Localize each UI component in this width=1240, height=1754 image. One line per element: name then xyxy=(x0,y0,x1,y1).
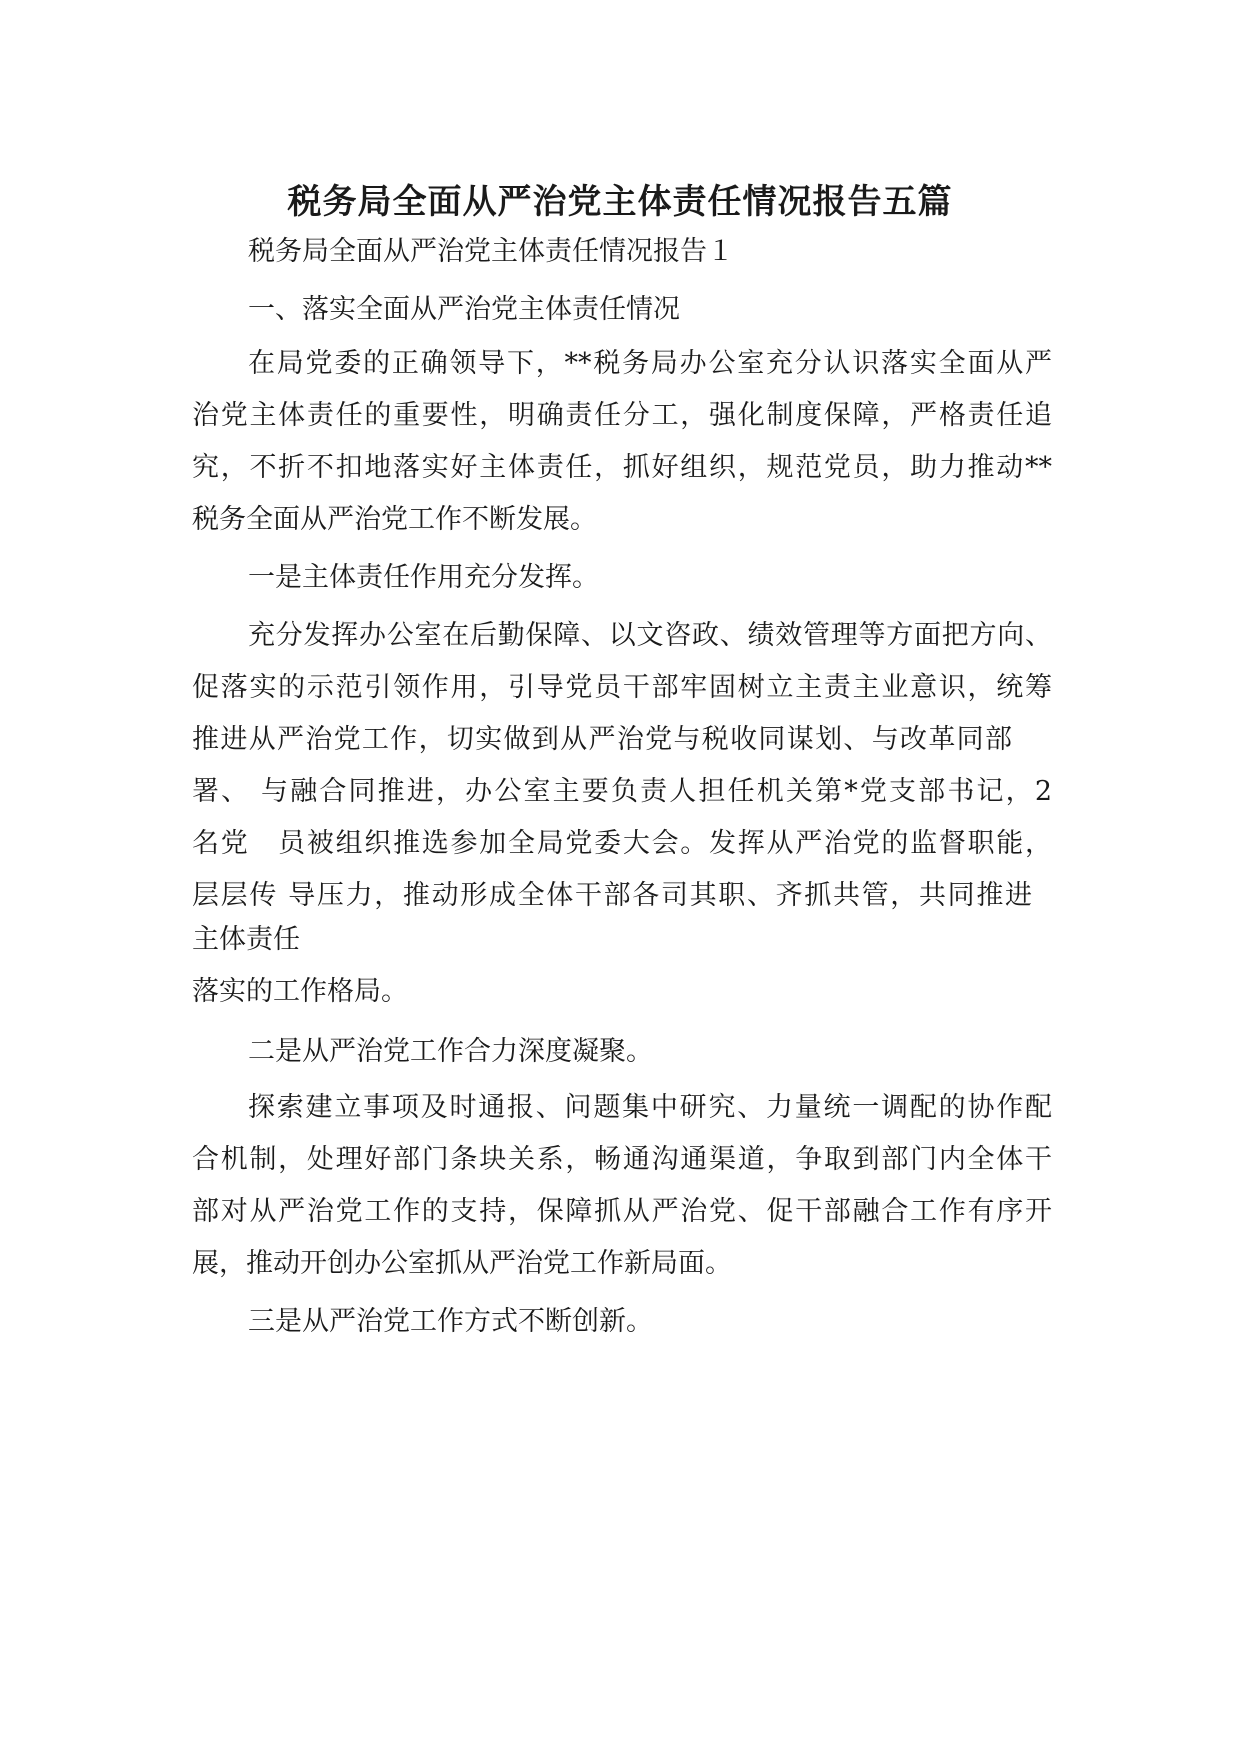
paragraph-line: 推进从严治党工作，切实做到从严治党与税收同谋划、与改革同部 xyxy=(192,724,1012,755)
document-title: 税务局全面从严治党主体责任情况报告五篇 xyxy=(287,182,953,222)
paragraph-line: 部对从严治党工作的支持，保障抓从严治党、促干部融合工作有序开 xyxy=(192,1196,1052,1227)
paragraph-line: 究，不折不扣地落实好主体责任，抓好组织，规范党员，助力推动** xyxy=(192,452,1052,483)
paragraph-line: 展，推动开创办公室抓从严治党工作新局面。 xyxy=(192,1248,732,1279)
paragraph-line: 治党主体责任的重要性，明确责任分工，强化制度保障，严格责任追 xyxy=(192,400,1052,431)
paragraph-line: 充分发挥办公室在后勤保障、以文咨政、绩效管理等方面把方向、 xyxy=(248,620,1052,651)
subheading: 三是从严治党工作方式不断创新。 xyxy=(248,1306,653,1337)
paragraph-line: 在局党委的正确领导下，**税务局办公室充分认识落实全面从严 xyxy=(248,348,1052,379)
paragraph-line: 促落实的示范引领作用，引导党员干部牢固树立主责主业意识，统筹 xyxy=(192,672,1052,703)
paragraph-line: 名党 员被组织推选参加全局党委大会。发挥从严治党的监督职能， xyxy=(192,828,1052,859)
paragraph-line: 合机制，处理好部门条块关系，畅通沟通渠道，争取到部门内全体干 xyxy=(192,1144,1052,1175)
paragraph-line: 落实的工作格局。 xyxy=(192,976,408,1007)
paragraph-line: 税务全面从严治党工作不断发展。 xyxy=(192,504,597,535)
paragraph-line: 探索建立事项及时通报、问题集中研究、力量统一调配的协作配 xyxy=(248,1092,1052,1123)
subheading: 一是主体责任作用充分发挥。 xyxy=(248,562,599,593)
paragraph-line: 署、 与融合同推进，办公室主要负责人担任机关第*党支部书记，2 xyxy=(192,776,1052,807)
paragraph-line: 层层传 导压力，推动形成全体干部各司其职、齐抓共管，共同推进 xyxy=(192,880,1032,911)
subheading: 二是从严治党工作合力深度凝聚。 xyxy=(248,1036,653,1067)
paragraph-line: 主体责任 xyxy=(192,924,300,955)
section-heading: 一、落实全面从严治党主体责任情况 xyxy=(248,294,680,325)
report-subtitle: 税务局全面从严治党主体责任情况报告１ xyxy=(248,236,734,267)
